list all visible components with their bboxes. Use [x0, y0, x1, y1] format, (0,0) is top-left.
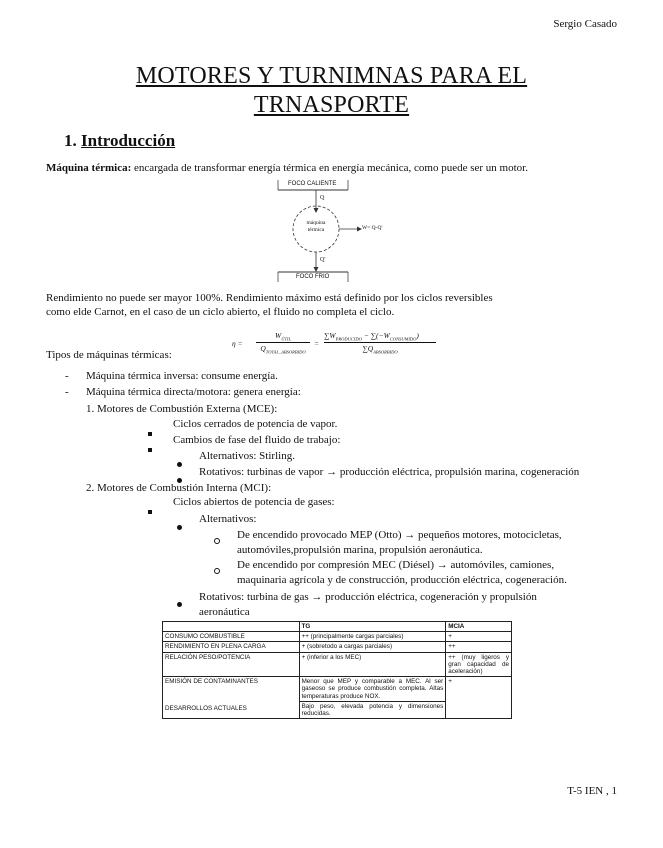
section-name: Introducción [81, 131, 176, 150]
square-bullet [148, 439, 152, 457]
list-mce-stirling: Alternativos: Stirling. [199, 450, 295, 462]
list-mec-line2: maquinaria agrícola y de construcción, producción eléctrica, cogeneración. [237, 574, 567, 586]
table-cell: + [446, 677, 512, 719]
formula-den1-sub: TOTAL_ABSORBIDO [265, 349, 306, 355]
table-cell: ++ (muy ligeros y gran capacidad de aceleración) [446, 652, 512, 677]
table-cell: EMISIÓN DE CONTAMINANTES [163, 677, 300, 702]
list-mec-line1: De encendido por compresión MEC (Diésel) → automóviles, camiones, [237, 559, 555, 571]
formula-num1-sub: ÚTIL [281, 336, 291, 342]
list-mci-alternative: Alternativos: [199, 513, 257, 525]
machine-label-line1: máquina [306, 220, 326, 226]
table-row [163, 652, 512, 677]
table-cell: + (sobretodo a cargas parciales) [299, 642, 446, 652]
list-mec [237, 558, 567, 588]
list-mce-closed-cycles: Ciclos cerrados de potencia de vapor. [173, 418, 338, 430]
formula-den2-text: ∑Q [362, 344, 374, 353]
list-gas-turbine [199, 590, 537, 620]
heat-engine-diagram [276, 178, 388, 288]
efficiency-formula [232, 330, 442, 358]
list-mce-steam-turbines: Rotativos: turbinas de vapor → producción eléctrica, propulsión marina, cogeneración [199, 466, 580, 478]
table-row [163, 642, 512, 652]
formula-den2-sub: ABSORBIDO [373, 349, 398, 355]
table-cell: + (inferior a los MEC) [299, 652, 446, 677]
circle-bullet [214, 561, 220, 579]
section-number: 1. [64, 131, 77, 150]
list-mce: 1. Motores de Combustión Externa (MCE): [86, 403, 278, 415]
table-cell: Menor que MEP y comparable a MEC. Al ser gaseoso se produce combustión completa. Altas temperaturas produce NOX. [299, 677, 446, 702]
table-cell: + [446, 632, 512, 642]
types-label: Tipos de máquinas térmicas: [46, 349, 172, 361]
efficiency-line-1: Rendimiento no puede ser mayor 100%. Rendimiento máximo está definido por los ciclos reversibles [46, 292, 493, 304]
circle-bullet [214, 531, 220, 549]
formula-num2-text: ∑W [324, 331, 336, 340]
intro-definition: encargada de transformar energía térmica en energía mecánica, como puede ser un motor. [131, 162, 528, 174]
diagram-lines [276, 178, 388, 288]
table-header-row [163, 622, 512, 632]
formula-num1-text: W [274, 331, 282, 340]
list-mep [237, 528, 562, 558]
cold-reservoir-label: FOCO FRIO [296, 274, 330, 280]
list-mep-line2: automóviles,propulsión marina, propulsión aeronáutica. [237, 544, 483, 556]
intro-term: Máquina térmica: [46, 162, 132, 174]
formula-equals: = [314, 339, 320, 348]
heat-out-label: Q' [320, 257, 326, 263]
formula-num2-sub2: CONSUMIDO [389, 336, 417, 342]
square-bullet [148, 501, 152, 519]
formula-num2-end: ) [416, 331, 419, 340]
dash-marker: - [65, 386, 69, 398]
title-line-1: MOTORES Y TURNIMNAS PARA EL [135, 63, 528, 89]
table-row [163, 632, 512, 642]
table-header-cell: MCIA [446, 622, 512, 632]
list-mci-open-cycles: Ciclos abiertos de potencia de gases: [173, 496, 335, 508]
round-bullet [177, 594, 182, 612]
formula-num1 [256, 331, 310, 342]
table-cell: Bajo peso, elevada potencia y dimensiones reducidas. [299, 701, 446, 718]
table-cell: ++ [446, 642, 512, 652]
efficiency-paragraph [46, 292, 646, 319]
formula-eta: η = [232, 339, 243, 348]
formula-num2-sub: PRODUCIDO [335, 336, 362, 342]
table-header-cell [163, 622, 300, 632]
title-line-2: TRNASPORTE [253, 92, 410, 118]
formula-den2 [324, 344, 436, 355]
author-header: Sergio Casado [553, 18, 617, 30]
work-label: W= Q-Q' [362, 225, 383, 231]
formula-fraction-bar-1 [256, 342, 310, 343]
document-title [0, 62, 663, 120]
list-mce-phase-change: Cambios de fase del fluido de trabajo: [173, 434, 341, 446]
list-gas-turbine-line1: Rotativos: turbina de gas → producción eléctrica, cogeneración y propulsión [199, 591, 537, 603]
formula-fraction-bar-2 [324, 342, 436, 343]
formula-den1-text: Q [260, 344, 266, 353]
list-mci: 2. Motores de Combustión Interna (MCI): [86, 482, 272, 494]
list-gas-turbine-line2: aeronáutica [199, 606, 250, 618]
table-cell: CONSUMO COMBUSTIBLE [163, 632, 300, 642]
dash-marker: - [65, 370, 69, 382]
round-bullet [177, 517, 182, 535]
page-footer: T-5 IEN , 1 [567, 785, 617, 797]
list-mep-line1: De encendido provocado MEP (Otto) → pequeños motores, motocicletas, [237, 529, 562, 541]
heat-in-label: Q [320, 195, 325, 201]
table-cell: ++ (principalmente cargas parciales) [299, 632, 446, 642]
formula-num2-mid: − ∑(−W [361, 331, 390, 340]
table-cell: RELACIÓN PESO/POTENCIA [163, 652, 300, 677]
intro-paragraph [46, 162, 636, 176]
table-cell: RENDIMIENTO EN PLENA CARGA [163, 642, 300, 652]
table-cell: DESARROLLOS ACTUALES [163, 701, 300, 718]
formula-num2 [324, 331, 419, 342]
list-direct-machine: Máquina térmica directa/motora: genera energía: [86, 386, 301, 398]
machine-label-line2: térmica [307, 227, 325, 233]
section-heading [64, 131, 175, 151]
list-inverse-machine: Máquina térmica inversa: consume energía. [86, 370, 278, 382]
hot-reservoir-label: FOCO CALIENTE [288, 181, 337, 187]
table-header-cell: TG [299, 622, 446, 632]
machine-label [302, 220, 330, 234]
formula-den1 [254, 344, 312, 355]
table-row [163, 677, 512, 702]
efficiency-line-2: como elde Carnot, en el caso de un ciclo abierto, el fluido no completa el ciclo. [46, 305, 395, 318]
comparison-table [162, 621, 512, 719]
